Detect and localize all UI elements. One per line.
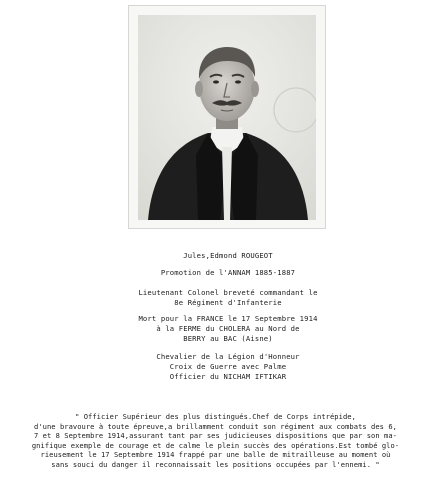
rank-line-1: Lieutenant Colonel breveté commandant le bbox=[138, 288, 318, 297]
citation-line-6: sans souci du danger il reconnaissait les positions occupées par l'ennemi. " bbox=[51, 459, 380, 469]
portrait-image bbox=[138, 15, 316, 220]
rank-block bbox=[60, 288, 396, 308]
death-line-2: à la FERME du CHOLERA au Nord de bbox=[156, 323, 300, 333]
rank-line-2: 8e Régiment d'Infanterie bbox=[174, 297, 282, 307]
death-line-3: BERRY au BAC (Aisne) bbox=[183, 333, 273, 343]
promotion-block bbox=[60, 268, 396, 278]
honors-line-3: Officier du NICHAM IFTIKAR bbox=[169, 371, 287, 381]
citation-line-4: gnifique exemple de courage et de calme le plein succès des opérations.Est tombé glo- bbox=[31, 440, 400, 450]
honors-line-2: Croix de Guerre avec Palme bbox=[169, 361, 287, 371]
citation-line-5: rieusement le 17 Septembre 1914 frappé par une balle de mitrailleuse au moment où bbox=[40, 450, 391, 460]
citation-line-1: " Officier Supérieur des plus distingués.Chef de Corps intrépide, bbox=[75, 412, 356, 421]
death-block bbox=[60, 314, 396, 343]
name-block bbox=[60, 251, 396, 261]
honors-block bbox=[60, 352, 396, 381]
honors-line-1: Chevalier de la Légion d'Honneur bbox=[156, 352, 300, 361]
citation-block bbox=[0, 412, 431, 470]
portrait-photo bbox=[128, 5, 326, 229]
full-name: Jules,Edmond ROUGEOT bbox=[183, 251, 273, 260]
citation-line-3: 7 et 8 Septembre 1914,assurant tant par ses judicieuses dispositions que par son ma- bbox=[34, 431, 397, 441]
promotion-line: Promotion de l'ANNAM 1885-1887 bbox=[160, 268, 296, 277]
citation-line-2: d'une bravoure à toute épreuve,a brillamment conduit son régiment aux combats des 6, bbox=[34, 421, 397, 431]
death-line-1: Mort pour la FRANCE le 17 Septembre 1914 bbox=[138, 314, 318, 323]
